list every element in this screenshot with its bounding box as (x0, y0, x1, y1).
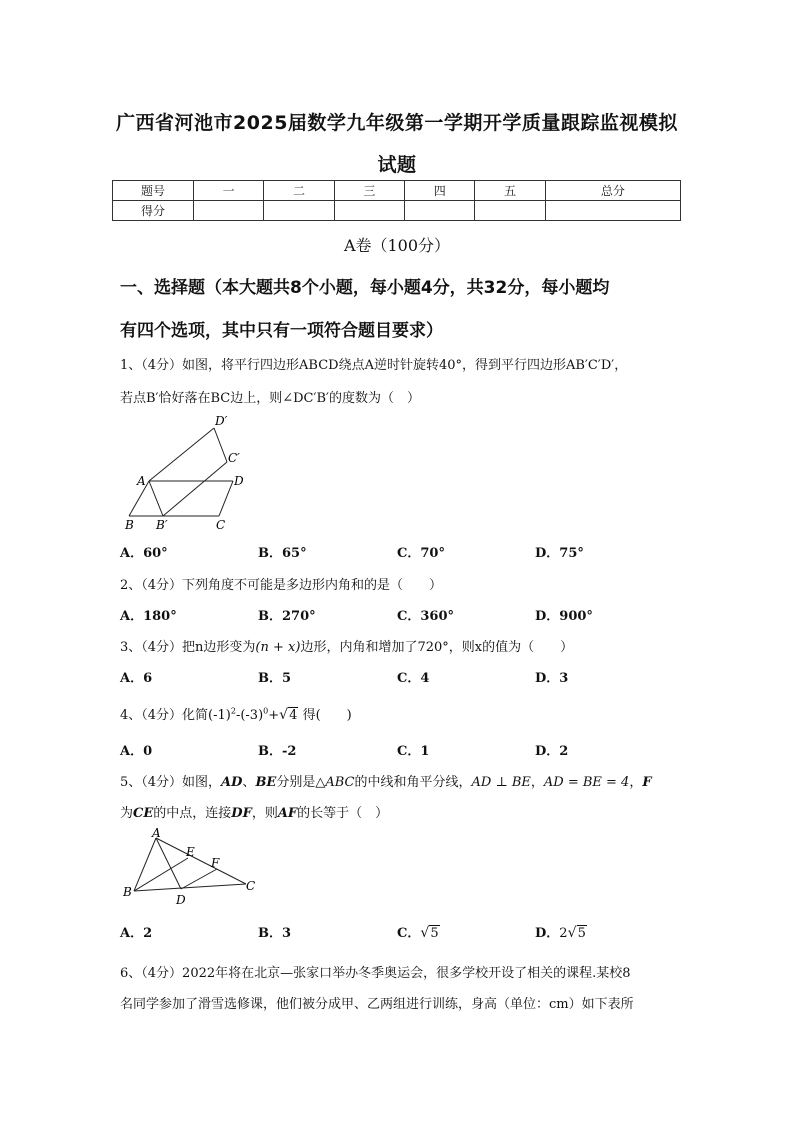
q5-option-c[interactable] (397, 922, 440, 941)
q5-text: 的长等于（ ） (297, 806, 389, 821)
sqrt-icon: √ 4 (279, 707, 298, 723)
table-cell: 得分 (113, 201, 194, 221)
figure-label: C′ (228, 451, 240, 465)
table-cell: 题号 (113, 181, 194, 201)
question-3-text (120, 636, 573, 655)
sqrt-icon: √ 5 (567, 925, 586, 941)
q1-option-b[interactable]: B．65° (258, 546, 307, 561)
q5-text: 的中线和角平分线， (354, 775, 472, 790)
q3-option-d[interactable]: D．3 (535, 671, 569, 686)
score-input-cell[interactable] (194, 201, 264, 221)
q1-option-a[interactable]: A．60° (120, 546, 168, 561)
q3-option-c[interactable]: C．4 (397, 671, 430, 686)
q4-text-d: 得( ) (302, 708, 352, 723)
q2-option-c[interactable]: C．360° (397, 609, 454, 624)
q5-text: ，则 (251, 806, 278, 821)
q4-option-b[interactable]: B．-2 (258, 744, 297, 759)
figure-label: E (186, 845, 195, 859)
table-cell: 四 (405, 181, 475, 201)
sqrt-icon: √ 5 (420, 925, 439, 941)
option-coefficient: 2 (559, 926, 568, 941)
table-cell: 五 (475, 181, 545, 201)
figure-label: D (176, 893, 186, 907)
q3-text-b: 边形，内角和增加了720°，则x的值为（ ） (300, 640, 574, 655)
figure-label: F (211, 856, 220, 870)
q2-option-d[interactable]: D．900° (535, 609, 593, 624)
q2-option-b[interactable]: B．270° (258, 609, 316, 624)
question-5-line-2 (120, 802, 388, 821)
q5-text: 5、（4分）如图， (120, 775, 222, 790)
q4-option-d[interactable]: D．2 (535, 744, 569, 759)
figure-label: D (234, 474, 244, 488)
paper-section-a: A卷（100分） (343, 236, 451, 255)
q5-var: BE (255, 775, 277, 790)
q5-expr: AD ⊥ BE (471, 775, 531, 790)
q4-exponent: 0 (263, 706, 269, 716)
question-1-line-2: 若点B′恰好落在BC边上，则∠DC′B′的度数为（ ） (120, 391, 420, 406)
q5-text: ， (530, 775, 544, 790)
question-6-line-1: 6、（4分）2022年将在北京—张家口举办冬季奥运会，很多学校开设了相关的课程.某校8 (120, 966, 631, 981)
q5-option-b[interactable]: B．3 (258, 926, 292, 941)
q2-option-a[interactable]: A．180° (120, 609, 177, 624)
question-5-line-1 (120, 771, 652, 790)
q5-var: F (642, 775, 652, 790)
figure-label: C (216, 518, 226, 532)
q4-text-c: + (268, 708, 280, 723)
figure-label: B (123, 885, 132, 899)
question-2-text: 2、（4分）下列角度不可能是多边形内角和的是（ ） (120, 578, 443, 593)
score-input-cell[interactable] (264, 201, 334, 221)
q5-var: CE (133, 806, 154, 821)
q4-text-a: 4、（4分）化简(-1) (120, 708, 231, 723)
question-5-figure (118, 826, 263, 908)
score-input-cell[interactable] (334, 201, 404, 221)
figure-label: C (246, 879, 256, 893)
q5-expr: AD = BE = 4 (543, 775, 630, 790)
q1-option-d[interactable]: D．75° (535, 546, 584, 561)
q4-radicand: 4 (289, 708, 298, 723)
title-line-2: 试题 (377, 154, 417, 176)
q4-option-c[interactable]: C．1 (397, 744, 430, 759)
table-cell: 一 (194, 181, 264, 201)
section-heading-line-2: 有四个选项，其中只有一项符合题目要求） (120, 321, 443, 341)
q3-option-b[interactable]: B．5 (258, 671, 292, 686)
q3-text-a: 3、（4分）把n边形变为 (120, 640, 256, 655)
table-row (113, 181, 681, 201)
figure-label: A (152, 826, 161, 840)
figure-label: A (137, 474, 146, 488)
q3-option-a[interactable]: A．6 (120, 671, 153, 686)
table-cell: 二 (264, 181, 334, 201)
q5-option-d[interactable] (535, 922, 587, 941)
figure-label: D′ (215, 414, 228, 428)
score-input-cell[interactable] (405, 201, 475, 221)
option-prefix: C． (397, 926, 421, 941)
q4-text-b: -(-3) (235, 708, 264, 723)
q5-text: 分别是 (276, 775, 316, 790)
question-1-figure (115, 410, 265, 535)
table-cell: 总分 (545, 181, 680, 201)
q5-var: AF (277, 806, 298, 821)
q1-option-c[interactable]: C．70° (397, 546, 445, 561)
option-prefix: D． (535, 926, 560, 941)
q5-text: 的中点，连接 (153, 806, 232, 821)
q3-expression: (n + x) (255, 640, 301, 655)
q5-var: AD (221, 775, 243, 790)
score-table (112, 180, 681, 221)
q5-expr: △ABC (315, 775, 355, 790)
score-input-cell[interactable] (475, 201, 545, 221)
table-cell: 三 (334, 181, 404, 201)
section-heading-line-1: 一、选择题（本大题共8个小题，每小题4分，共32分，每小题均 (120, 278, 610, 298)
q5-option-a[interactable]: A．2 (120, 926, 153, 941)
q5-text: 为 (120, 806, 134, 821)
q5-text: ， (629, 775, 643, 790)
option-radicand: 5 (430, 926, 439, 941)
q4-exponent: 2 (230, 706, 236, 716)
figure-label: B (125, 518, 134, 532)
question-6-line-2: 名同学参加了滑雪选修课，他们被分成甲、乙两组进行训练，身高（单位：cm）如下表所 (120, 997, 634, 1012)
q5-text: 、 (242, 775, 256, 790)
option-radicand: 5 (577, 926, 586, 941)
question-1-line-1: 1、（4分）如图，将平行四边形ABCD绕点A逆时针旋转40°，得到平行四边形AB′C′D′， (120, 358, 628, 373)
table-row (113, 201, 681, 221)
q4-option-a[interactable]: A．0 (120, 744, 153, 759)
question-4-text (120, 704, 352, 723)
q5-var: DF (231, 806, 252, 821)
score-input-cell[interactable] (545, 201, 680, 221)
title-line-1: 广西省河池市2025届数学九年级第一学期开学质量跟踪监视模拟 (116, 112, 678, 134)
figure-label: B′ (156, 518, 168, 532)
